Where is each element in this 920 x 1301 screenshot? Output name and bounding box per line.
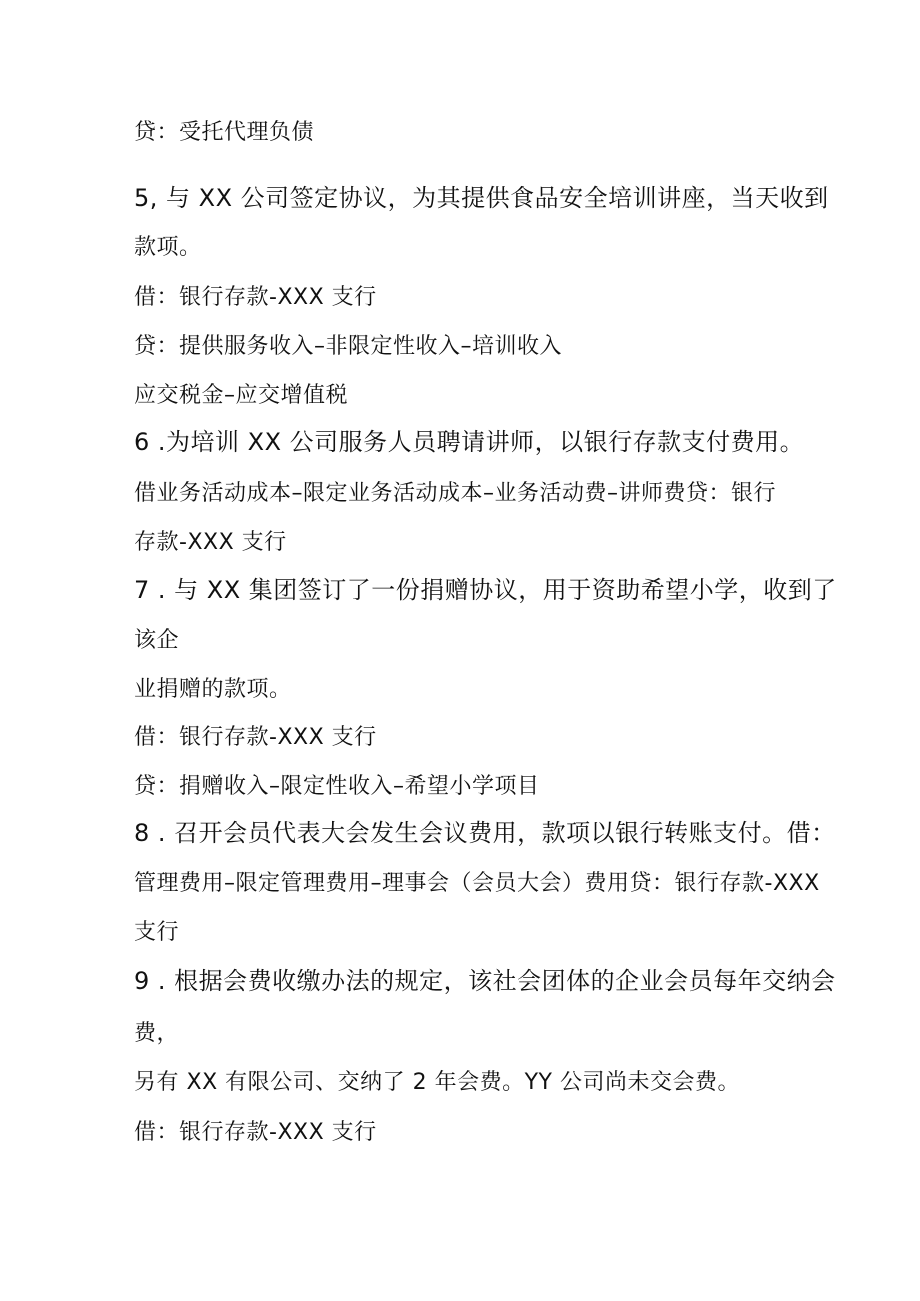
text-line-1: 贷：受托代理负债 [134,120,315,145]
text-line-4: 借：银行存款-XXX 支行 [134,285,377,310]
text-line-10: 7 . 与 XX 集团签订了一份捐赠协议，用于资助希望小学，收到了 [134,576,837,604]
text-line-19: 费， [134,1021,180,1046]
text-line-11: 该企 [134,628,180,653]
text-line-18: 9 . 根据会费收缴办法的规定，该社会团体的企业会员每年交纳会 [134,967,836,995]
text-line-15: 8 . 召开会员代表大会发生会议费用，款项以银行转账支付。借： [134,819,836,847]
text-line-7: 6 .为培训 XX 公司服务人员聘请讲师，以银行存款支付费用。 [134,428,805,456]
text-line-3: 款项。 [134,235,202,260]
text-line-8: 借业务活动成本–限定业务活动成本–业务活动费–讲师费贷：银行 [134,481,777,506]
text-line-12: 业捐赠的款项。 [134,677,292,702]
text-line-21: 借：银行存款-XXX 支行 [134,1120,377,1145]
text-line-9: 存款-XXX 支行 [134,530,287,555]
text-line-16: 管理费用–限定管理费用–理事会（会员大会）费用贷：银行存款-XXX [134,871,820,896]
text-line-13: 借：银行存款-XXX 支行 [134,725,377,750]
text-line-5: 贷：提供服务收入–非限定性收入–培训收入 [134,334,563,359]
text-line-20: 另有 XX 有限公司、交纳了 2 年会费。YY 公司尚未交会费。 [134,1070,740,1095]
text-line-17: 支行 [134,920,180,945]
text-line-6: 应交税金–应交增值税 [134,383,349,408]
text-line-2: 5, 与 XX 公司签定协议，为其提供食品安全培训讲座，当天收到 [134,184,829,212]
text-line-14: 贷：捐赠收入–限定性收入–希望小学项目 [134,774,540,799]
